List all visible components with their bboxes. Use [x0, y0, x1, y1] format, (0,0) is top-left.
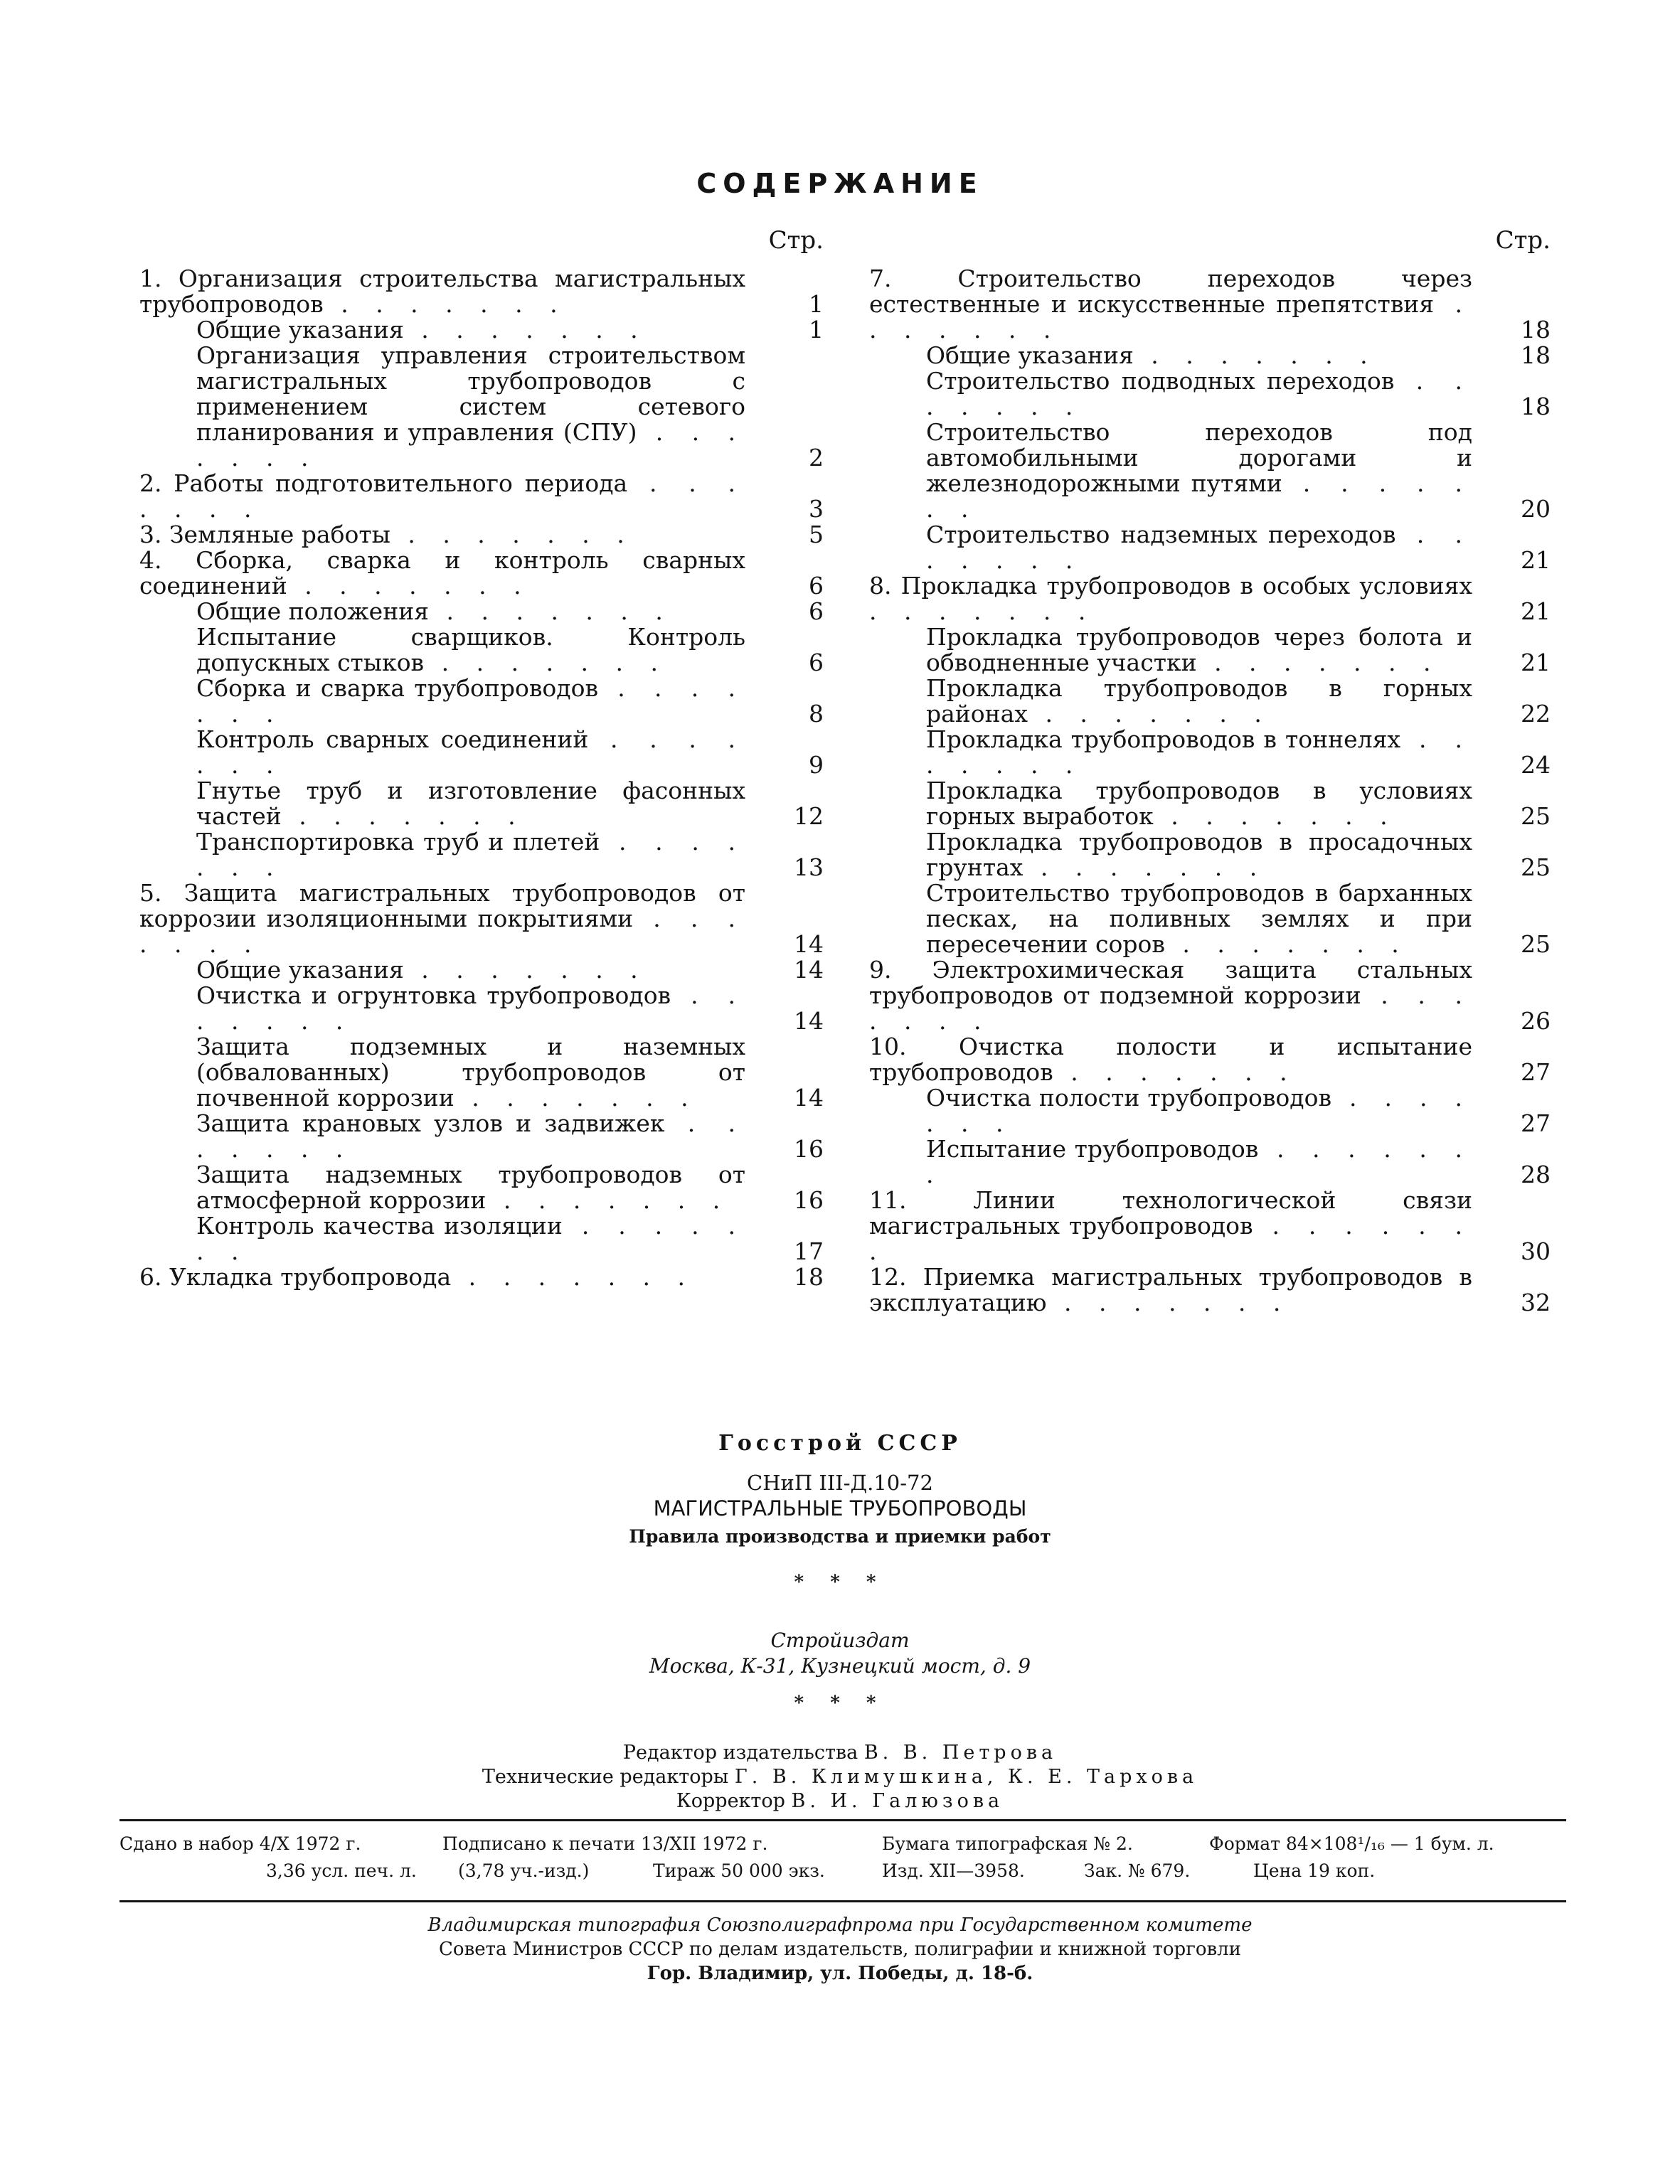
order-number: Зак. № 679. [1084, 1860, 1191, 1881]
toc-entry-page: 20 [1521, 495, 1551, 523]
printed-sheets: 3,36 усл. печ. л. [266, 1860, 417, 1881]
toc-entry-page: 9 [809, 751, 824, 779]
corrector-name: В. И. Галюзова [791, 1790, 1004, 1812]
toc-entry-title: Контроль сварных соединений . . . . . . . [196, 725, 745, 779]
publisher-name: Стройиздат [770, 1629, 910, 1652]
toc-entry-title: Контроль качества изоляции . . . . . . . [196, 1212, 745, 1265]
dot-leader: . . . . . . . [486, 1186, 730, 1214]
toc-entry-page: 17 [794, 1237, 824, 1265]
toc-entry-page: 27 [1521, 1109, 1551, 1137]
corrector-line [0, 1789, 1680, 1813]
toc-list-right [869, 266, 1551, 1316]
signed-date: Подписано к печати 13/XII 1972 г. [442, 1833, 768, 1854]
toc-entry [869, 522, 1551, 573]
toc-entry [139, 599, 824, 624]
toc-entry-page: 1 [809, 290, 824, 318]
toc-entry-page: 18 [794, 1263, 824, 1291]
dot-leader: . . . . . . . [390, 521, 634, 548]
toc-entry-title: Строительство надземных переходов . . . . . . . [926, 521, 1472, 574]
toc-entry [869, 778, 1551, 829]
toc-entry [139, 778, 824, 829]
toc-entry-page: 6 [809, 597, 824, 625]
dot-leader: . . . . . . . [196, 725, 745, 779]
toc-entry-page: 8 [809, 700, 824, 728]
toc-entry-title: 11. Линии технологической связи магистральных трубопроводов . . . . . . . [869, 1186, 1472, 1265]
dot-leader: . . . . . . . [454, 1084, 698, 1112]
toc-title: СОДЕРЖАНИЕ [696, 168, 984, 199]
editor-role: Редактор издательства [622, 1742, 858, 1764]
toc-entry-page: 25 [1521, 853, 1551, 881]
toc-entry-title: Общие положения . . . . . . . [196, 597, 673, 625]
paper-info: Бумага типографская № 2. [882, 1833, 1133, 1854]
toc-entry-title: Организация управления строительством магистральных трубопроводов с применением систем сетевого планирования и управления (СПУ) . . . . . . . [196, 341, 745, 472]
toc-entry-title: Очистка и огрунтовка трубопроводов . . . . . . . [196, 981, 745, 1035]
dot-leader: . . . . . . . [869, 290, 1472, 343]
divider-bottom [119, 1900, 1566, 1902]
dot-leader: . . . . . . . [926, 1135, 1472, 1188]
dot-leader: . . . . . . . [1196, 649, 1441, 676]
toc-entry [869, 368, 1551, 420]
toc-entry-page: 18 [1521, 393, 1551, 420]
dot-leader: . . . . . . . [1153, 802, 1398, 830]
tech-editors-names: Г. В. Климушкина, К. Е. Тархова [734, 1766, 1198, 1788]
toc-entry-page: 26 [1521, 1007, 1551, 1035]
toc-entry-title: Прокладка трубопроводов в тоннелях . . . . . . . [926, 725, 1472, 779]
dot-leader: . . . . . . . [429, 597, 673, 625]
staff-credits [0, 1741, 1680, 1813]
toc-entry [139, 522, 824, 548]
toc-entry [139, 548, 824, 599]
toc-entry-title: Строительство переходов под автомобильными дорогами и железнодорожными путями . . . . . . . [926, 418, 1472, 523]
typeset-date: Сдано в набор 4/X 1972 г. [119, 1833, 361, 1854]
toc-entry-page: 30 [1521, 1237, 1551, 1265]
toc-entry-page: 27 [1521, 1058, 1551, 1086]
tech-editors-line [0, 1765, 1680, 1789]
toc-entry-title: Защита крановых узлов и задвижек . . . . . . . [196, 1109, 745, 1163]
dot-leader: . . . . . . . [926, 521, 1472, 574]
toc-entry [139, 829, 824, 880]
printer-line-2: Совета Министров СССР по делам издательств, полиграфии и книжной торговли [439, 1939, 1241, 1960]
toc-list-left [139, 266, 824, 1290]
toc-entry [139, 676, 824, 727]
toc-entry [869, 1136, 1551, 1188]
dot-leader: . . . . . . . [323, 290, 568, 318]
editor-name: В. В. Петрова [863, 1742, 1058, 1764]
dot-leader: . . . . . . . [926, 725, 1472, 779]
toc-entry-page: 6 [809, 649, 824, 676]
dot-leader: . . . . . . . [926, 469, 1472, 523]
toc-entry-title: 8. Прокладка трубопроводов в особых условиях . . . . . . . [869, 572, 1472, 625]
toc-entry-title: Общие указания . . . . . . . [196, 316, 648, 343]
dot-leader: . . . . . . . [869, 981, 1472, 1035]
toc-entry [139, 471, 824, 522]
toc-entry [869, 676, 1551, 727]
toc-entry [869, 573, 1551, 624]
separator: * * * [794, 1693, 886, 1714]
toc-entry-title: 1. Организация строительства магистральных трубопроводов . . . . . . . [139, 265, 745, 318]
toc-entry [139, 343, 824, 471]
toc-entry-page: 18 [1521, 316, 1551, 343]
toc-entry [139, 266, 824, 317]
toc-entry [869, 829, 1551, 880]
dot-leader: . . . . . . . [196, 674, 746, 728]
toc-entry-page: 18 [1521, 341, 1551, 369]
toc-entry [869, 266, 1551, 343]
page-column-header: Стр. [768, 226, 824, 255]
toc-entry-title: 5. Защита магистральных трубопроводов от коррозии изоляционными покрытиями . . . . . . . [139, 879, 745, 958]
toc-entry-title: 12. Приемка магистральных трубопроводов в эксплуатацию . . . . . . . [869, 1263, 1472, 1316]
dot-leader: . . . . . . . [1023, 853, 1267, 881]
toc-entry-title: Прокладка трубопроводов в горных районах . . . . . . . [926, 674, 1472, 728]
separator: * * * [794, 1572, 886, 1593]
dot-leader: . . . . . . . [196, 1109, 745, 1163]
toc-entry-page: 13 [794, 853, 824, 881]
toc-entry-page: 21 [1521, 649, 1551, 676]
toc-entry-page: 14 [794, 930, 824, 958]
dot-leader: . . . . . . . [1164, 930, 1409, 958]
toc-entry-title: Испытание трубопроводов . . . . . . . [926, 1135, 1472, 1188]
toc-entry [139, 624, 824, 676]
toc-entry [869, 420, 1551, 522]
toc-entry-title: 2. Работы подготовительного периода . . . . . . . [139, 469, 745, 523]
publishing-sheets: (3,78 уч.-изд.) [458, 1860, 590, 1881]
toc-entry-title: Защита надземных трубопроводов от атмосферной коррозии . . . . . . . [196, 1161, 745, 1214]
toc-entry-title: Защита подземных и наземных (обвалованных) трубопроводов от почвенной коррозии . . . . . . . [196, 1033, 745, 1112]
dot-leader: . . . . . . . [869, 597, 1096, 625]
printer-info [0, 1913, 1680, 1986]
toc-entry-title: Общие указания . . . . . . . [926, 341, 1378, 369]
colophon-row-1 [119, 1831, 1566, 1858]
toc-entry [139, 1162, 824, 1213]
divider-top [119, 1819, 1566, 1821]
colophon-row-2 [119, 1858, 1566, 1885]
toc-entry-title: 9. Электрохимическая защита стальных трубопроводов от подземной коррозии . . . . . . . [869, 956, 1472, 1035]
dot-leader: . . . . . . . [403, 956, 648, 984]
printer-line-1: Владимирская типография Союзполиграфпрома при Государственном комитете [427, 1914, 1253, 1936]
toc-entry-page: 24 [1521, 751, 1551, 779]
toc-entry [869, 957, 1551, 1034]
organization: Госстрой СССР [718, 1431, 962, 1456]
toc-entry [139, 1034, 824, 1111]
toc-entry [139, 1111, 824, 1162]
dot-leader: . . . . . . . [424, 649, 668, 676]
dot-leader: . . . . . . . [1046, 1289, 1291, 1316]
dot-leader: . . . . . . . [1133, 341, 1378, 369]
toc-entry [869, 624, 1551, 676]
toc-entry-title: 3. Земляные работы . . . . . . . [139, 521, 634, 548]
toc-entry-page: 25 [1521, 802, 1551, 830]
toc-entry [139, 1213, 824, 1264]
dot-leader: . . . . . . . [451, 1263, 696, 1291]
document-title: МАГИСТРАЛЬНЫЕ ТРУБОПРОВОДЫ [653, 1496, 1027, 1520]
editor-line [0, 1741, 1680, 1765]
dot-leader: . . . . . . . [926, 1084, 1473, 1137]
toc-entry-title: Сборка и сварка трубопроводов . . . . . . . [196, 674, 746, 728]
toc-entry-title: Испытание сварщиков. Контроль допускных стыков . . . . . . . [196, 623, 745, 676]
toc-entry-page: 32 [1521, 1289, 1551, 1316]
dot-leader: . . . . . . . [139, 469, 745, 523]
toc-entry [139, 880, 824, 957]
dot-leader: . . . . . . . [403, 316, 648, 343]
toc-entry-page: 14 [794, 1084, 824, 1112]
price: Цена 19 коп. [1253, 1860, 1376, 1881]
toc-entry-page: 14 [794, 1007, 824, 1035]
toc-entry [869, 1264, 1551, 1316]
toc-entry [139, 727, 824, 778]
dot-leader: . . . . . . . [196, 418, 745, 472]
dot-leader: . . . . . . . [1027, 700, 1272, 728]
toc-entry-page: 28 [1521, 1161, 1551, 1188]
toc-entry-page: 16 [794, 1135, 824, 1163]
toc-entry-title: 4. Сборка, сварка и контроль сварных соединений . . . . . . . [139, 546, 745, 600]
toc-entry [869, 1188, 1551, 1264]
toc-entry-page: 25 [1521, 930, 1551, 958]
toc-entry-title: 7. Строительство переходов через естественные и искусственные препятствия . . . . . . . [869, 265, 1472, 343]
toc-entry-title: Очистка полости трубопроводов . . . . . . . [926, 1084, 1473, 1137]
dot-leader: . . . . . . . [869, 1212, 1472, 1265]
toc-entry-title: Общие указания . . . . . . . [196, 956, 648, 984]
toc-entry [139, 983, 824, 1034]
toc-entry-page: 3 [809, 495, 824, 523]
toc-entry-page: 22 [1521, 700, 1551, 728]
colophon [119, 1831, 1566, 1885]
toc-entry-page: 1 [809, 316, 824, 343]
dot-leader: . . . . . . . [287, 572, 531, 600]
toc-entry-title: Строительство подводных переходов . . . . . . . [926, 367, 1472, 420]
toc-entry-title: Транспортировка труб и плетей . . . . . . . [196, 828, 745, 881]
tech-editors-role: Технические редакторы [482, 1766, 729, 1788]
page-column-header: Стр. [1495, 226, 1551, 255]
format-info: Формат 84×108¹/₁₆ — 1 бум. л. [1209, 1833, 1494, 1854]
toc-entry-page: 21 [1521, 546, 1551, 574]
toc-entry [869, 1085, 1551, 1136]
toc-entry-title: Прокладка трубопроводов в просадочных грунтах . . . . . . . [926, 828, 1472, 881]
toc-entry [869, 343, 1551, 368]
print-run: Тираж 50 000 экз. [653, 1860, 825, 1881]
document-subtitle: Правила производства и приемки работ [629, 1526, 1051, 1547]
toc-entry [139, 957, 824, 983]
publication-number: Изд. XII—3958. [882, 1860, 1025, 1881]
dot-leader: . . . . . . . [281, 802, 526, 830]
dot-leader: . . . . . . . [1053, 1058, 1297, 1086]
toc-entry-page: 21 [1521, 597, 1551, 625]
toc-entry-title: 6. Укладка трубопровода . . . . . . . [139, 1263, 696, 1291]
dot-leader: . . . . . . . [196, 1212, 745, 1265]
toc-entry-title: Строительство трубопроводов в барханных песках, на поливных землях и при пересечении соров . . . . . . . [926, 879, 1472, 958]
toc-entry-title: Гнутье труб и изготовление фасонных частей . . . . . . . [196, 777, 745, 830]
toc-entry-title: 10. Очистка полости и испытание трубопроводов . . . . . . . [869, 1033, 1472, 1086]
dot-leader: . . . . . . . [926, 367, 1472, 420]
printer-address: Гор. Владимир, ул. Победы, д. 18-б. [647, 1963, 1033, 1984]
toc-entry [139, 1264, 824, 1290]
corrector-role: Корректор [676, 1790, 785, 1812]
toc-entry-title: Прокладка трубопроводов через болота и обводненные участки . . . . . . . [926, 623, 1472, 676]
toc-entry-page: 12 [794, 802, 824, 830]
toc-entry-page: 5 [809, 521, 824, 548]
dot-leader: . . . . . . . [196, 828, 745, 881]
toc-entry-page: 2 [809, 444, 824, 472]
toc-entry-title: Прокладка трубопроводов в условиях горных выработок . . . . . . . [926, 777, 1472, 830]
publisher-address: Москва, К-31, Кузнецкий мост, д. 9 [649, 1654, 1031, 1678]
dot-leader: . . . . . . . [139, 905, 745, 958]
toc-entry [869, 1034, 1551, 1085]
toc-entry-page: 16 [794, 1186, 824, 1214]
toc-entry [869, 880, 1551, 957]
toc-entry-page: 14 [794, 956, 824, 984]
toc-entry [139, 317, 824, 343]
dot-leader: . . . . . . . [196, 981, 745, 1035]
standard-code: СНиП III-Д.10-72 [747, 1471, 933, 1495]
toc-entry [869, 727, 1551, 778]
toc-entry-page: 6 [809, 572, 824, 600]
